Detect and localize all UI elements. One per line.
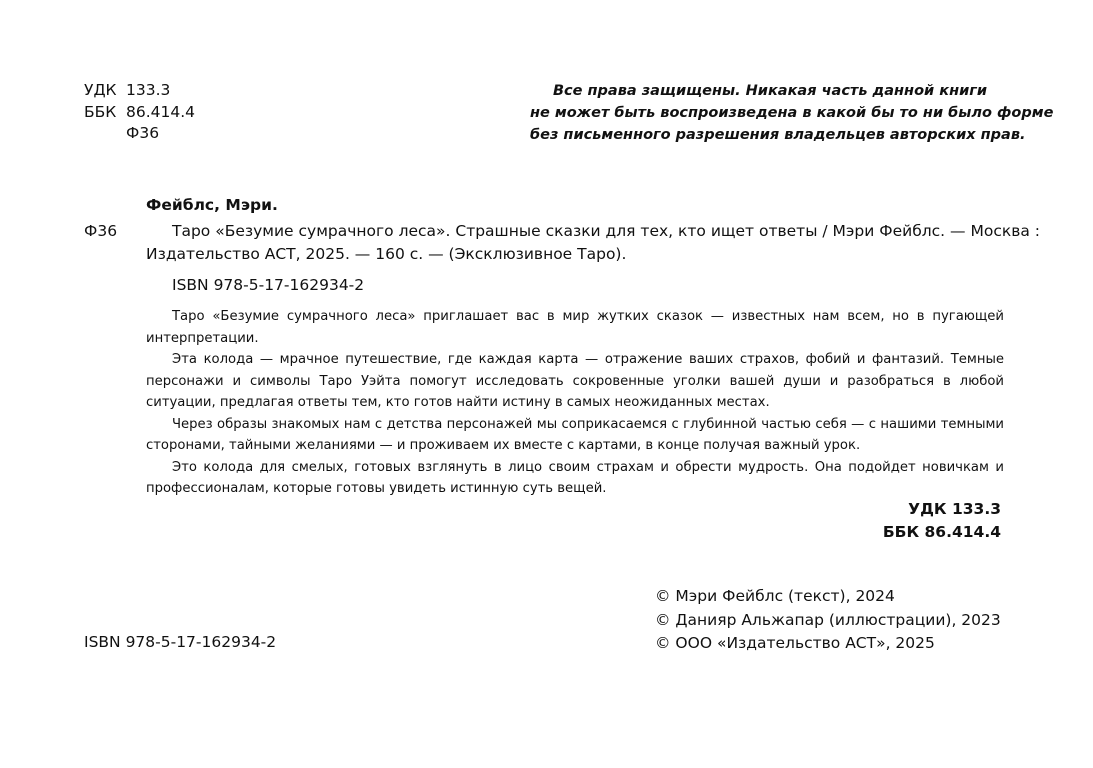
- isbn-main: ISBN 978-5-17-162934-2: [172, 276, 365, 294]
- rights-notice: [530, 80, 1054, 146]
- copyright-block: [655, 585, 1001, 656]
- annotation-paragraph: Эта колода — мрачное путешествие, где каждая карта — отражение ваших страхов, фобий и фантазий. Темные персонажи и символы Таро Уэйта помогут исследовать сокровенные уголки вашей души и разобраться в любой ситуации, предлагая ответы тем, кто готов найти истину в самых неожиданных местах.: [146, 352, 1004, 410]
- copyright-line: © Мэри Фейблс (текст), 2024: [655, 587, 895, 605]
- bbk-row: [84, 102, 195, 124]
- bibliographic-mark: Ф36: [84, 222, 118, 240]
- author-mark-row: [84, 123, 195, 145]
- rights-line-3: без письменного разрешения владельцев авторских прав.: [530, 127, 1026, 143]
- isbn-bottom: ISBN 978-5-17-162934-2: [84, 633, 277, 651]
- annotation: [146, 306, 1004, 500]
- bbk-bottom: ББК 86.414.4: [882, 523, 1001, 541]
- annotation-paragraph: Таро «Безумие сумрачного леса» приглашает вас в мир жутких сказок — известных нам всем, но в пугающей интерпретации.: [146, 309, 1004, 346]
- annotation-paragraph: Через образы знакомых нам с детства персонажей мы соприкасаемся с глубинной частью себя — с нашими темными сторонами, тайными желаниями — и проживаем их вместе с картами, в конце получая важный урок.: [146, 416, 1004, 453]
- udk-row: [84, 80, 195, 102]
- bibliographic-line-1: Таро «Безумие сумрачного леса». Страшные сказки для тех, кто ищет ответы / Мэри Фейблс. — Москва :: [172, 222, 1040, 240]
- copyright-line: © ООО «Издательство АСТ», 2025: [655, 634, 935, 652]
- bbk-label: ББК: [84, 102, 117, 121]
- udk-label: УДК: [84, 81, 117, 99]
- udk-value: 133.3: [126, 81, 171, 99]
- bibliographic-line-2: Издательство АСТ, 2025. — 160 с. — (Эксклюзивное Таро).: [146, 245, 627, 263]
- copyright-line: © Данияр Альжапар (иллюстрации), 2023: [655, 610, 1001, 629]
- bbk-value: 86.414.4: [126, 102, 196, 121]
- rights-line-2: не может быть воспроизведена в какой бы то ни было форме: [530, 105, 1054, 121]
- author-heading: Фейблс, Мэри.: [146, 196, 278, 214]
- udk-bottom: УДК 133.3: [908, 500, 1001, 518]
- classification-top: [84, 80, 195, 145]
- author-mark: Ф36: [126, 124, 160, 142]
- rights-line-1: Все права защищены. Никакая часть данной книги: [553, 83, 987, 99]
- classification-bottom: [883, 498, 1001, 544]
- annotation-paragraph: Это колода для смелых, готовых взглянуть в лицо своим страхам и обрести мудрость. Она подойдет новичкам и профессионалам, которые готовы увидеть истинную суть вещей.: [146, 459, 1004, 496]
- bibliographic-record: [146, 220, 1040, 266]
